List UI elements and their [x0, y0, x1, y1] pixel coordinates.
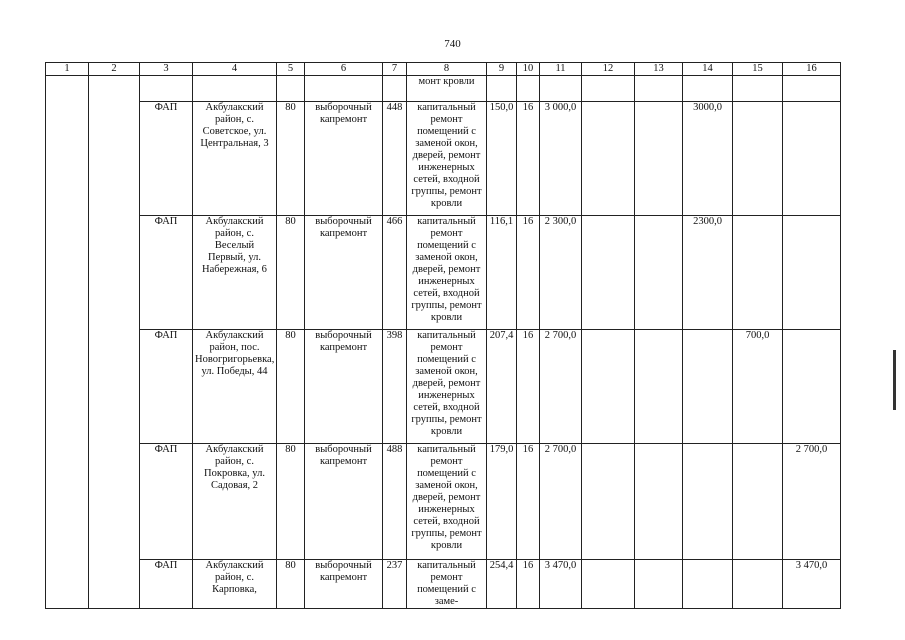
cell-c10: 16 — [517, 216, 540, 330]
cell — [305, 76, 383, 102]
cell — [635, 76, 683, 102]
cell-c5: 80 — [277, 216, 305, 330]
cell-c9: 207,4 — [487, 330, 517, 444]
cell — [277, 76, 305, 102]
col-header: 1 — [46, 63, 89, 76]
cell-c7: 448 — [383, 102, 407, 216]
cell-c9: 254,4 — [487, 560, 517, 609]
col-header: 6 — [305, 63, 383, 76]
cell-c9: 116,1 — [487, 216, 517, 330]
table-row — [46, 102, 841, 216]
table-row — [46, 560, 841, 609]
cell-c12 — [582, 216, 635, 330]
cell-c11: 2 700,0 — [540, 444, 582, 560]
address: Акбулакский район, пос. Новогригорьевка, ул. Победы, 44 — [193, 330, 277, 444]
cell-c10: 16 — [517, 102, 540, 216]
cell — [733, 76, 783, 102]
cell-c5: 80 — [277, 560, 305, 609]
cell — [383, 76, 407, 102]
cell — [517, 76, 540, 102]
cell-c11: 2 300,0 — [540, 216, 582, 330]
col-header: 3 — [140, 63, 193, 76]
cell-c16 — [783, 102, 841, 216]
col-header: 10 — [517, 63, 540, 76]
work-type: выборочный капремонт — [305, 330, 383, 444]
cell-c14: 3000,0 — [683, 102, 733, 216]
cell-c7: 398 — [383, 330, 407, 444]
cell-c13 — [635, 560, 683, 609]
cell — [582, 76, 635, 102]
cell-c9: 179,0 — [487, 444, 517, 560]
table-row — [46, 216, 841, 330]
cell-c5: 80 — [277, 330, 305, 444]
work-type: выборочный капремонт — [305, 560, 383, 609]
cell — [540, 76, 582, 102]
scan-edge-mark — [893, 350, 896, 410]
work-type: выборочный капремонт — [305, 444, 383, 560]
col-header: 5 — [277, 63, 305, 76]
page-number: 740 — [444, 38, 461, 50]
description: капитальный ремонт помещений с заменой окон, дверей, ремонт инженерных сетей, входной группы, ремонт кровли — [407, 102, 487, 216]
cell-c10: 16 — [517, 444, 540, 560]
cell-c11: 2 700,0 — [540, 330, 582, 444]
cell — [487, 76, 517, 102]
cell-c9: 150,0 — [487, 102, 517, 216]
table-row — [46, 444, 841, 560]
data-table — [45, 62, 841, 609]
description: капитальный ремонт помещений с заменой окон, дверей, ремонт инженерных сетей, входной группы, ремонт кровли — [407, 444, 487, 560]
cell-c13 — [635, 102, 683, 216]
cell — [46, 76, 89, 609]
facility-type: ФАП — [140, 102, 193, 216]
cell-c5: 80 — [277, 444, 305, 560]
header-row — [46, 63, 841, 76]
col-header: 14 — [683, 63, 733, 76]
cell-c7: 237 — [383, 560, 407, 609]
cell-c7: 466 — [383, 216, 407, 330]
address: Акбулакский район, с. Карповка, — [193, 560, 277, 609]
facility-type: ФАП — [140, 560, 193, 609]
cell-c15 — [733, 102, 783, 216]
description: капитальный ремонт помещений с заме- — [407, 560, 487, 609]
work-type: выборочный капремонт — [305, 102, 383, 216]
cell-c12 — [582, 102, 635, 216]
cell-c16: 2 700,0 — [783, 444, 841, 560]
cell-c12 — [582, 330, 635, 444]
address: Акбулакский район, с. Покровка, ул. Садовая, 2 — [193, 444, 277, 560]
facility-type: ФАП — [140, 330, 193, 444]
cell-c13 — [635, 444, 683, 560]
col-header: 7 — [383, 63, 407, 76]
cell-c12 — [582, 444, 635, 560]
description: капитальный ремонт помещений с заменой окон, дверей, ремонт инженерных сетей, входной группы, ремонт кровли — [407, 216, 487, 330]
col-header: 2 — [89, 63, 140, 76]
cell-c13 — [635, 330, 683, 444]
cell-c16 — [783, 216, 841, 330]
col-header: 8 — [407, 63, 487, 76]
description: капитальный ремонт помещений с заменой окон, дверей, ремонт инженерных сетей, входной группы, ремонт кровли — [407, 330, 487, 444]
cell-c16: 3 470,0 — [783, 560, 841, 609]
col-header: 11 — [540, 63, 582, 76]
cell-c13 — [635, 216, 683, 330]
cell — [683, 76, 733, 102]
cell-c15 — [733, 444, 783, 560]
cell — [783, 76, 841, 102]
col-header: 4 — [193, 63, 277, 76]
cell-c15 — [733, 560, 783, 609]
cell-c15: 700,0 — [733, 330, 783, 444]
cell-c10: 16 — [517, 560, 540, 609]
cell-c15 — [733, 216, 783, 330]
cell — [89, 76, 140, 609]
cell-c14: 2300,0 — [683, 216, 733, 330]
facility-type: ФАП — [140, 216, 193, 330]
col-header: 12 — [582, 63, 635, 76]
cell-c14 — [683, 330, 733, 444]
cell-c11: 3 000,0 — [540, 102, 582, 216]
cell-c12 — [582, 560, 635, 609]
col-header: 9 — [487, 63, 517, 76]
cell-c11: 3 470,0 — [540, 560, 582, 609]
col-header: 15 — [733, 63, 783, 76]
continuation-row — [46, 76, 841, 102]
address: Акбулакский район, с. Веселый Первый, ул. Набережная, 6 — [193, 216, 277, 330]
cell-c7: 488 — [383, 444, 407, 560]
table-row — [46, 330, 841, 444]
cell-c5: 80 — [277, 102, 305, 216]
cell — [140, 76, 193, 102]
continuation-text: монт кровли — [407, 76, 487, 102]
facility-type: ФАП — [140, 444, 193, 560]
address: Акбулакский район, с. Советское, ул. Центральная, 3 — [193, 102, 277, 216]
cell-c14 — [683, 560, 733, 609]
col-header: 16 — [783, 63, 841, 76]
cell — [193, 76, 277, 102]
col-header: 13 — [635, 63, 683, 76]
cell-c14 — [683, 444, 733, 560]
cell-c10: 16 — [517, 330, 540, 444]
work-type: выборочный капремонт — [305, 216, 383, 330]
cell-c16 — [783, 330, 841, 444]
